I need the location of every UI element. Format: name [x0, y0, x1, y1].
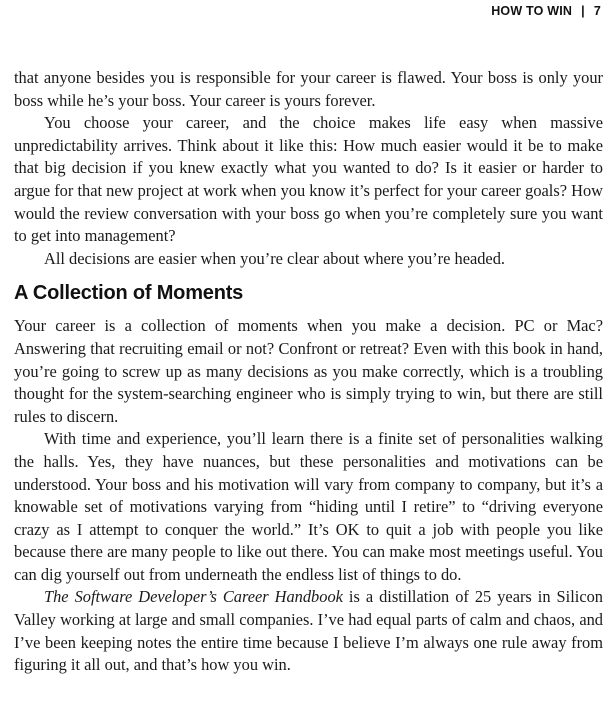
section-paragraph: With time and experience, you’ll learn there is a finite set of personalities walking the halls. Yes, they have nuances, but these personalities and motivations can be understood. Your boss and his motivation will vary from company to company, but it’s a knowable set of motivations varying from “hiding until I retire” to “driving everyone crazy as I attempt to conquer the world.” It’s OK to quit a job with people you like because there are many people to like out there. You can make most meetings useful. You can dig yourself out from underneath the endless list of things to do.: [14, 429, 603, 584]
running-header: [491, 4, 601, 18]
running-header-title: HOW TO WIN: [491, 4, 573, 18]
section-paragraph: [14, 586, 603, 676]
section-paragraph-text: is a distillation of 25 years in Silicon Valley working at large and small companies. I’ve had equal parts of calm and chaos, and I’ve been keeping notes the entire time because I believe I’m always one rule away from figuring it all out, and that’s how you win.: [14, 587, 603, 675]
body-paragraph: All decisions are easier when you’re clear about where you’re headed.: [44, 248, 506, 268]
book-title: The Software Developer’s Career Handbook: [44, 587, 343, 607]
page-body: [14, 67, 603, 677]
body-paragraph: You choose your career, and the choice makes life easy when massive unpredictability arrives. Think about it like this: How much easier would it be to make that big decision if you knew exactly what you wanted to do? Is it easier or harder to argue for that new project at work when you know it’s perfect for your career goals? How would the review conversation with your boss go when you’re completely sure you want to get into management?: [14, 113, 603, 246]
section-heading: A Collection of Moments: [14, 282, 244, 305]
running-header-separator: |: [581, 4, 585, 18]
body-paragraph-continued: that anyone besides you is responsible for your career is flawed. Your boss is only your boss while he’s your boss. Your career is yours forever.: [14, 68, 603, 110]
page-number: 7: [593, 4, 601, 18]
section-paragraph: Your career is a collection of moments when you make a decision. PC or Mac? Answering that recruiting email or not? Confront or retreat? Even with this book in hand, you’re going to screw up as many decisions as you make correctly, which is a troubling thought for the system-searching engineer who is simply trying to win, but there are still rules to discern.: [14, 316, 603, 426]
